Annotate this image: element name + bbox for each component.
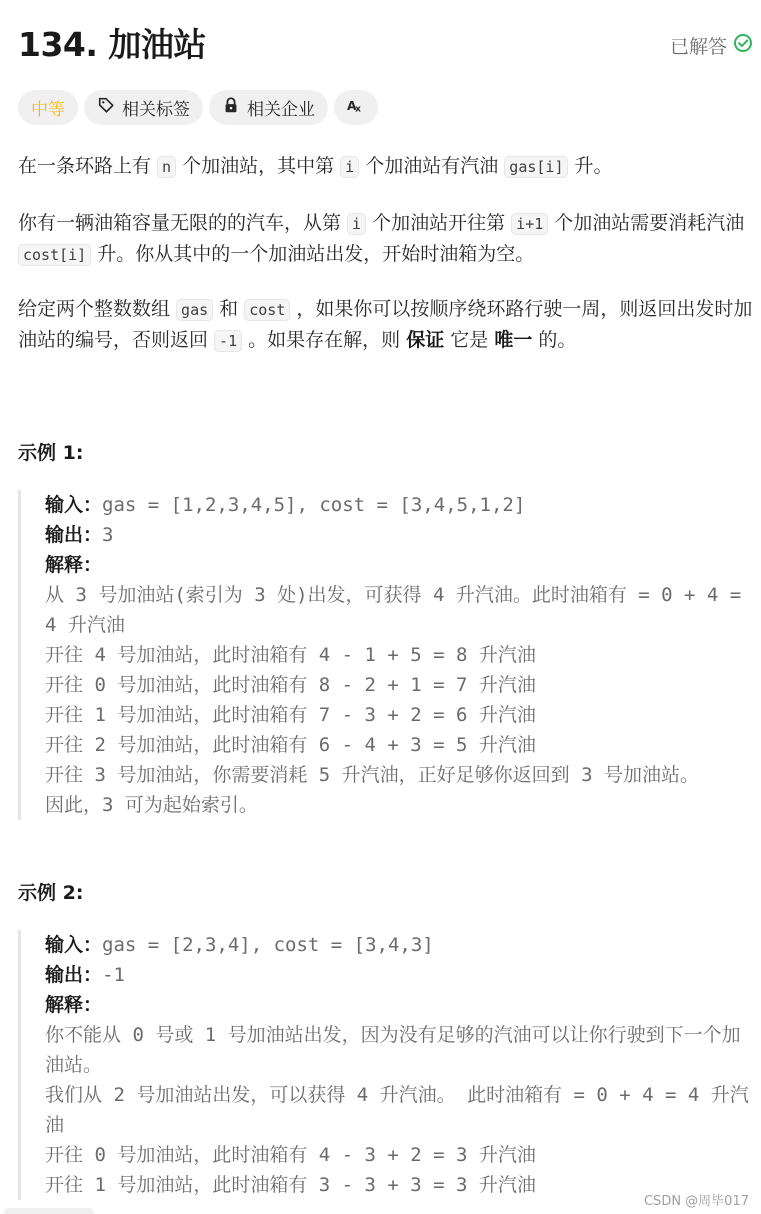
example-output: 输出：3 bbox=[45, 524, 114, 546]
tag-icon bbox=[97, 96, 115, 119]
description-paragraph-2: 你有一辆油箱容量无限的的汽车，从第 i 个加油站开往第 i+1 个加油站需要消耗汽油 cost[i] 升。你从其中的一个加油站出发，开始时油箱为空。 bbox=[18, 212, 745, 265]
example-2-title: 示例 2: bbox=[18, 882, 84, 904]
explanation-line: 开往 3 号加油站，你需要消耗 5 升汽油，正好足够你返回到 3 号加油站。 bbox=[45, 764, 699, 786]
emphasis-unique: 唯一 bbox=[494, 329, 533, 351]
related-tags-button[interactable] bbox=[84, 90, 203, 125]
inline-code: i bbox=[340, 156, 359, 178]
inline-code: gas[i] bbox=[504, 156, 568, 178]
translate-button[interactable] bbox=[334, 90, 378, 125]
bottom-scroll-indicator bbox=[4, 1208, 94, 1214]
related-tags-label: 相关标签 bbox=[122, 100, 190, 120]
example-input: 输入：gas = [2,3,4], cost = [3,4,3] bbox=[45, 934, 434, 956]
svg-text:A: A bbox=[347, 98, 357, 113]
inline-code: cost[i] bbox=[18, 244, 91, 266]
explanation-line: 我们从 2 号加油站出发，可以获得 4 升汽油。 此时油箱有 = 0 + 4 = 4 升汽油 bbox=[45, 1084, 749, 1136]
explanation-line: 因此，3 可为起始索引。 bbox=[45, 794, 258, 816]
translate-icon bbox=[347, 97, 365, 119]
related-companies-button[interactable] bbox=[209, 90, 328, 125]
description-paragraph-1: 在一条环路上有 n 个加油站，其中第 i 个加油站有汽油 gas[i] 升。 bbox=[18, 155, 613, 177]
example-1-block bbox=[18, 490, 753, 820]
solved-label: 已解答 bbox=[669, 36, 727, 58]
solved-status bbox=[670, 32, 753, 59]
example-explain-label: 解释： bbox=[45, 994, 103, 1016]
inline-code: i bbox=[347, 213, 366, 235]
related-companies-label: 相关企业 bbox=[247, 100, 315, 120]
example-output: 输出：-1 bbox=[45, 964, 125, 986]
inline-code: i+1 bbox=[511, 213, 548, 235]
example-2-block bbox=[18, 930, 753, 1200]
explanation-line: 开往 1 号加油站，此时油箱有 3 - 3 + 3 = 3 升汽油 bbox=[45, 1174, 536, 1196]
inline-code: n bbox=[157, 156, 176, 178]
explanation-line: 开往 0 号加油站，此时油箱有 8 - 2 + 1 = 7 升汽油 bbox=[45, 674, 536, 696]
difficulty-badge: 中等 bbox=[18, 90, 78, 125]
explanation-line: 你不能从 0 号或 1 号加油站出发，因为没有足够的汽油可以让你行驶到下一个加油站。 bbox=[45, 1024, 741, 1076]
example-explain-label: 解释： bbox=[45, 554, 103, 576]
explanation-line: 开往 2 号加油站，此时油箱有 6 - 4 + 3 = 5 升汽油 bbox=[45, 734, 536, 756]
problem-header bbox=[18, 20, 753, 70]
example-input: 输入：gas = [1,2,3,4,5], cost = [3,4,5,1,2] bbox=[45, 494, 526, 516]
explanation-line: 开往 1 号加油站，此时油箱有 7 - 3 + 2 = 6 升汽油 bbox=[45, 704, 536, 726]
description-paragraph-3: 给定两个整数数组 gas 和 cost ，如果你可以按顺序绕环路行驶一周，则返回出发时加油站的编号，否则返回 -1 。如果存在解，则 保证 它是 唯一 的。 bbox=[18, 298, 753, 351]
problem-chips bbox=[18, 90, 378, 125]
svg-text:x: x bbox=[355, 104, 361, 115]
explanation-line: 开往 4 号加油站，此时油箱有 4 - 1 + 5 = 8 升汽油 bbox=[45, 644, 536, 666]
emphasis-guarantee: 保证 bbox=[406, 329, 445, 351]
check-circle-icon bbox=[733, 33, 753, 58]
inline-code: cost bbox=[244, 299, 290, 321]
problem-title: 134. 加油站 bbox=[18, 25, 206, 64]
inline-code: -1 bbox=[214, 330, 242, 352]
explanation-line: 从 3 号加油站(索引为 3 处)出发，可获得 4 升汽油。此时油箱有 = 0 + 4 = 4 升汽油 bbox=[45, 584, 753, 636]
watermark: CSDN @周毕017 bbox=[643, 1194, 749, 1209]
lock-icon bbox=[222, 96, 240, 119]
example-1-title: 示例 1: bbox=[18, 442, 84, 464]
inline-code: gas bbox=[176, 299, 213, 321]
explanation-line: 开往 0 号加油站，此时油箱有 4 - 3 + 2 = 3 升汽油 bbox=[45, 1144, 536, 1166]
